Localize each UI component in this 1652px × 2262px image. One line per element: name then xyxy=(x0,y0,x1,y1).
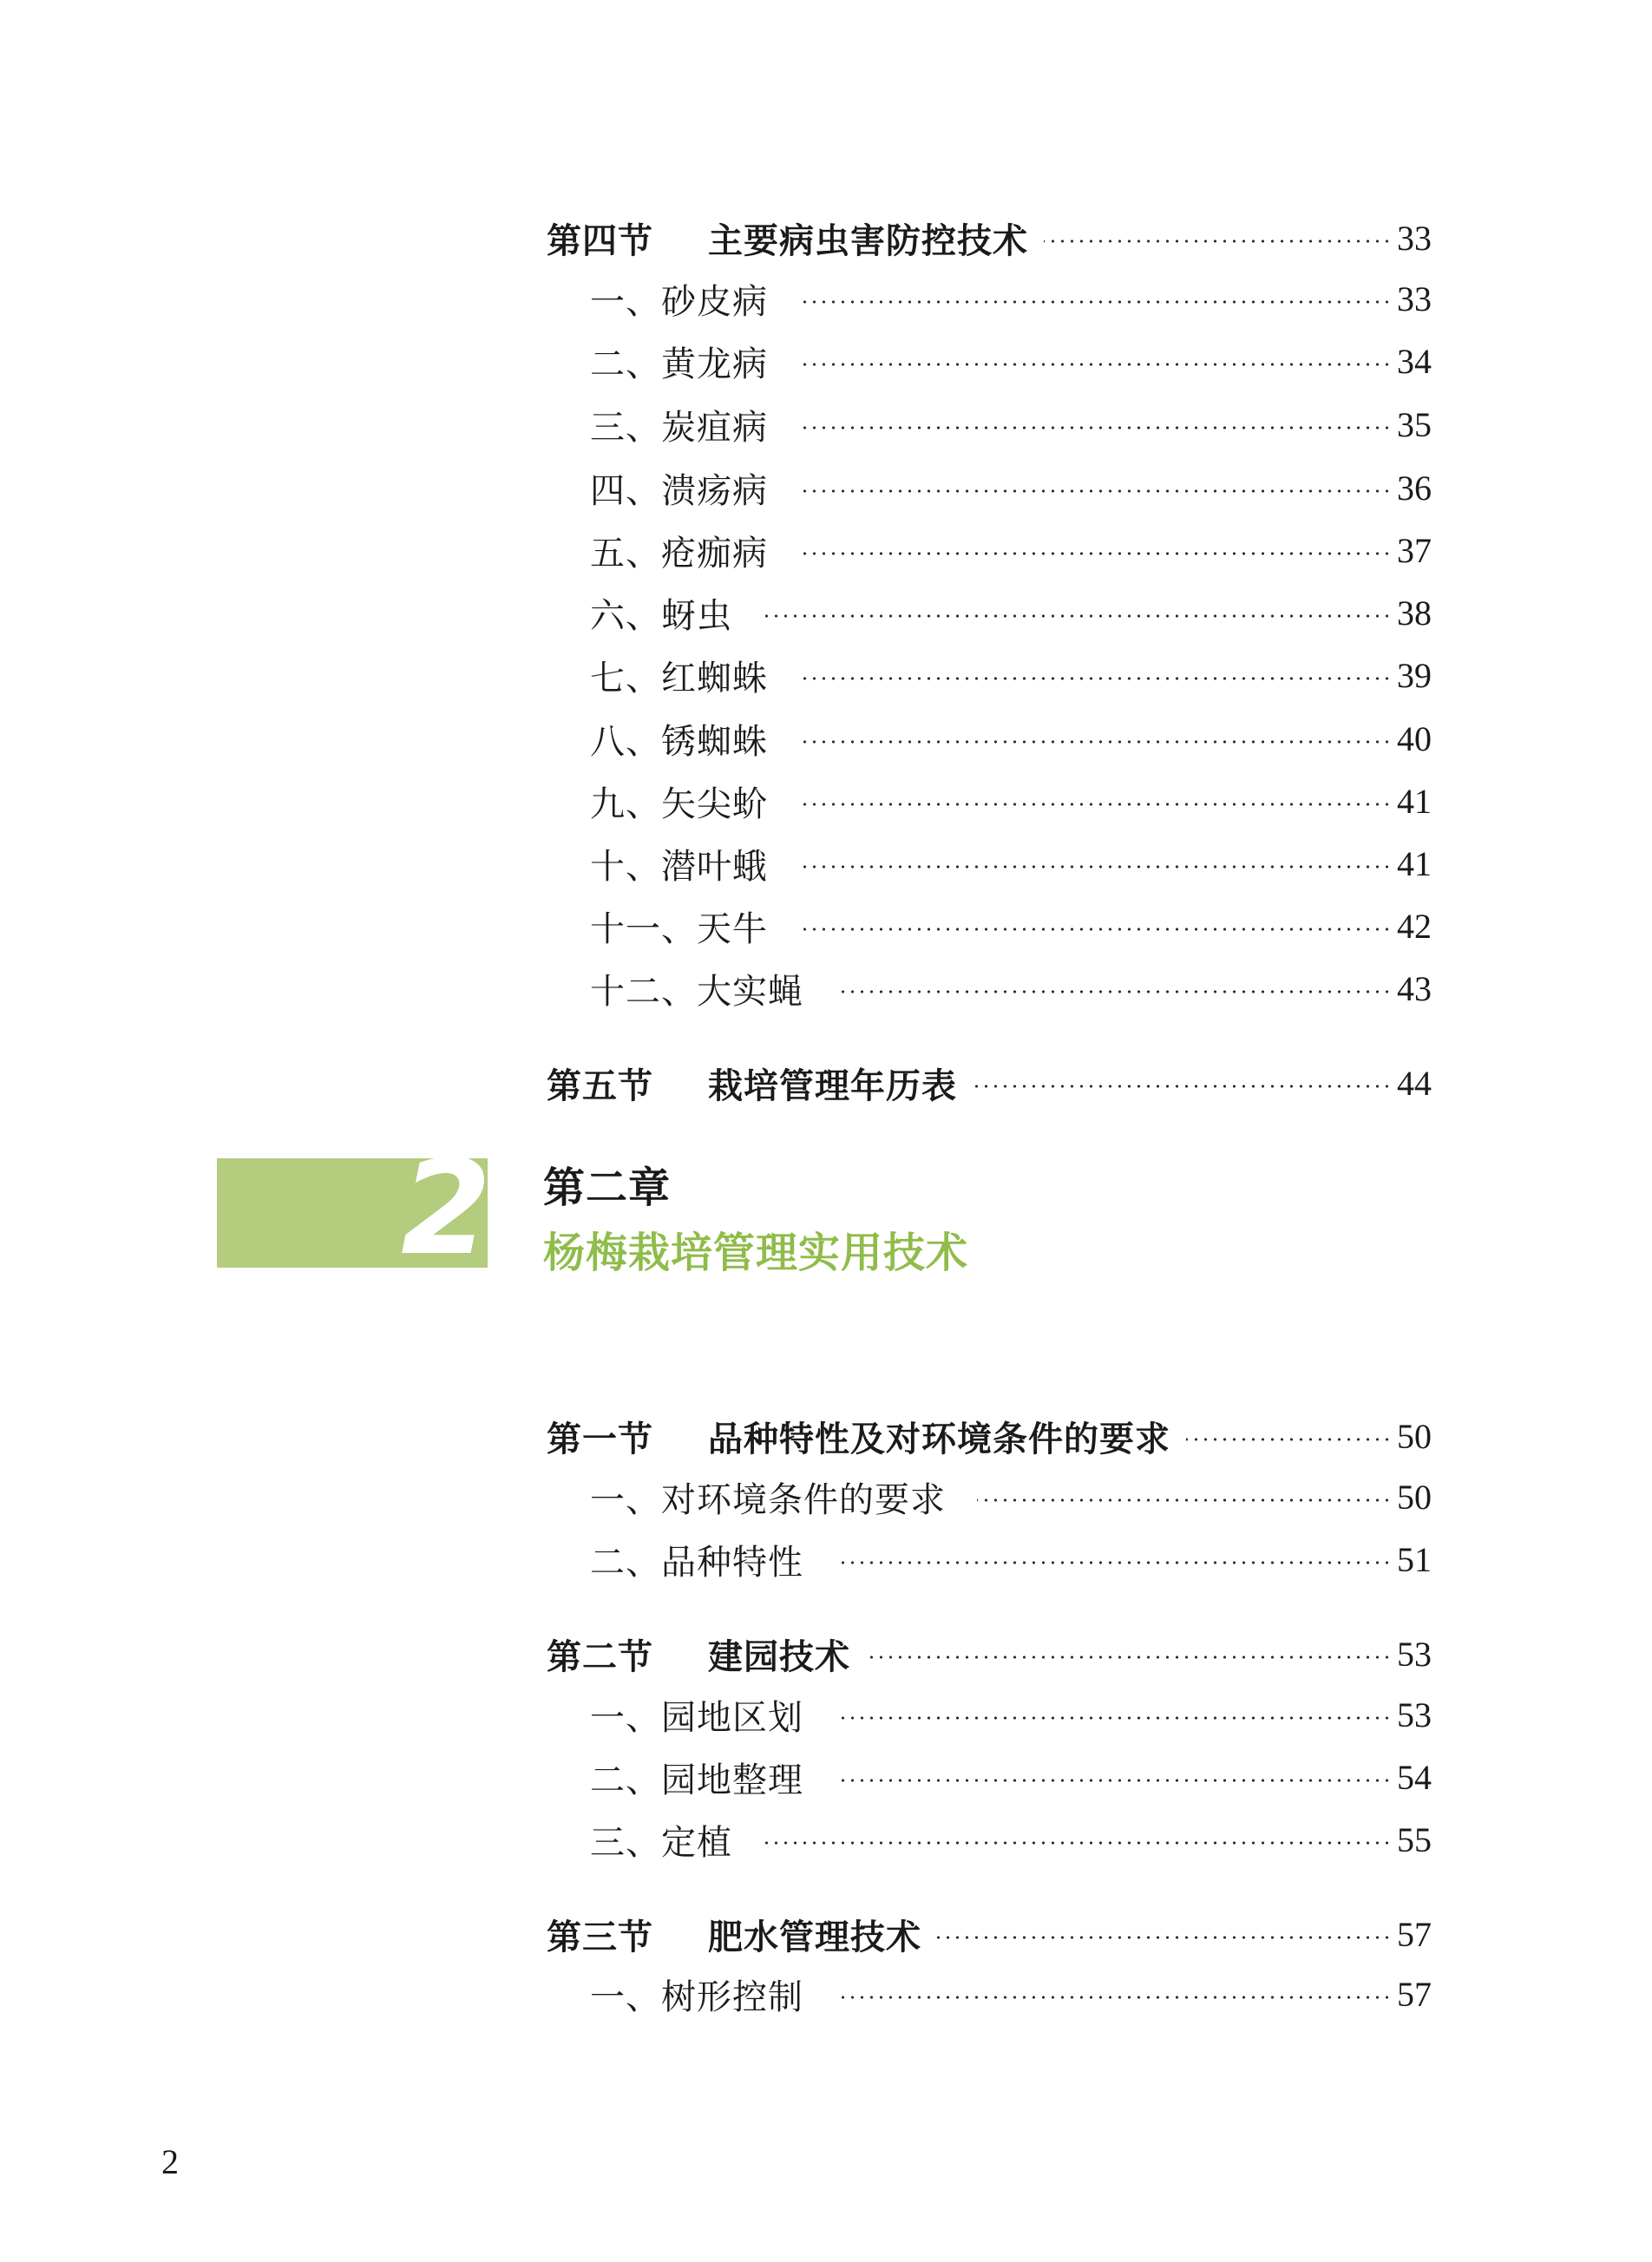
section-title: 品种特性及对环境条件的要求 xyxy=(708,1419,1170,1459)
dot-leader xyxy=(1044,239,1392,243)
dot-leader xyxy=(799,363,1392,366)
toc-section-row[interactable] xyxy=(547,213,1432,262)
toc-item-title: 三、炭疽病 xyxy=(590,407,768,448)
section-title: 建园技术 xyxy=(708,1636,850,1677)
page-ref: 41 xyxy=(1397,781,1432,821)
toc-item-row[interactable] xyxy=(590,400,1432,449)
chapter-title: 杨梅栽培管理实用技术 xyxy=(543,1229,969,1277)
toc-item-row[interactable] xyxy=(590,777,1432,825)
toc-item-title: 一、砂皮病 xyxy=(590,281,768,322)
toc-item-title: 五、疮痂病 xyxy=(590,533,768,574)
toc-item-title: 一、对环境条件的要求 xyxy=(590,1479,946,1520)
section-number: 第四节 xyxy=(547,220,653,261)
dot-leader xyxy=(799,300,1392,304)
toc-item-title: 十、潜叶蛾 xyxy=(590,846,768,887)
dot-leader xyxy=(799,928,1392,931)
toc-item-row[interactable] xyxy=(590,1535,1432,1583)
dot-leader xyxy=(835,1779,1392,1782)
toc-item-row[interactable] xyxy=(590,526,1432,574)
toc-item-row[interactable] xyxy=(590,1690,1432,1739)
toc-section-row[interactable] xyxy=(547,1629,1432,1678)
page-ref: 41 xyxy=(1397,843,1432,883)
toc-section-row[interactable] xyxy=(547,1910,1432,1958)
page-ref: 40 xyxy=(1397,718,1432,758)
toc-item-title: 二、园地整理 xyxy=(590,1760,803,1800)
page-ref: 53 xyxy=(1397,1695,1432,1734)
toc-item-row[interactable] xyxy=(590,651,1432,699)
chapter-number: 2 xyxy=(401,1133,492,1284)
toc-item-row[interactable] xyxy=(590,839,1432,888)
page-ref: 33 xyxy=(1397,218,1432,258)
dot-leader xyxy=(799,740,1392,744)
toc-item-title: 九、矢尖蚧 xyxy=(590,784,768,824)
page-ref: 36 xyxy=(1397,468,1432,508)
toc-section-row[interactable] xyxy=(547,1412,1432,1460)
dot-leader xyxy=(835,1996,1392,1999)
page-ref: 54 xyxy=(1397,1757,1432,1797)
toc-section-label xyxy=(547,213,1028,263)
dot-leader xyxy=(866,1656,1392,1659)
dot-leader xyxy=(799,865,1392,869)
page-number: 2 xyxy=(161,2142,179,2181)
dot-leader xyxy=(764,614,1392,618)
page-ref: 38 xyxy=(1397,593,1432,633)
toc-section-label xyxy=(547,1629,850,1679)
toc-item-title: 七、红蜘蛛 xyxy=(590,658,768,698)
dot-leader xyxy=(799,677,1392,680)
section-title: 肥水管理技术 xyxy=(708,1917,921,1957)
toc-item-row[interactable] xyxy=(590,1472,1432,1521)
toc-item-title: 六、蚜虫 xyxy=(590,595,732,636)
chapter-label: 第二章 xyxy=(543,1164,672,1212)
toc-item-row[interactable] xyxy=(590,902,1432,950)
toc-item-title: 十二、大实蝇 xyxy=(590,971,803,1012)
toc-section-row[interactable] xyxy=(547,1059,1432,1107)
page-ref: 39 xyxy=(1397,655,1432,695)
page-ref: 34 xyxy=(1397,341,1432,381)
page-ref: 51 xyxy=(1397,1539,1432,1579)
page-ref: 44 xyxy=(1397,1063,1432,1103)
dot-leader xyxy=(1186,1438,1392,1441)
section-number: 第五节 xyxy=(547,1065,653,1106)
toc-item-row[interactable] xyxy=(590,964,1432,1013)
dot-leader xyxy=(799,426,1392,429)
toc-item-row[interactable] xyxy=(590,1970,1432,2018)
page-ref: 43 xyxy=(1397,968,1432,1008)
toc-section-label xyxy=(547,1412,1170,1461)
section-number: 第二节 xyxy=(547,1636,653,1677)
toc-item-row[interactable] xyxy=(590,588,1432,637)
page-ref: 35 xyxy=(1397,404,1432,444)
section-number: 第三节 xyxy=(547,1917,653,1957)
toc-section-label xyxy=(547,1059,957,1108)
toc-item-title: 三、定植 xyxy=(590,1822,732,1863)
page-ref: 33 xyxy=(1397,279,1432,318)
toc-section-label xyxy=(547,1910,921,1959)
toc-item-row[interactable] xyxy=(590,1753,1432,1801)
dot-leader xyxy=(799,803,1392,806)
toc-item-row[interactable] xyxy=(590,463,1432,512)
dot-leader xyxy=(799,489,1392,493)
dot-leader xyxy=(764,1841,1392,1845)
toc-item-title: 一、园地区划 xyxy=(590,1697,803,1738)
page-ref: 42 xyxy=(1397,906,1432,946)
dot-leader xyxy=(835,1561,1392,1564)
toc-item-title: 四、溃疡病 xyxy=(590,470,768,511)
toc-item-row[interactable] xyxy=(590,274,1432,323)
toc-item-title: 一、树形控制 xyxy=(590,1977,803,2017)
dot-leader xyxy=(977,1498,1392,1502)
dot-leader xyxy=(835,990,1392,993)
toc-item-row[interactable] xyxy=(590,337,1432,385)
section-number: 第一节 xyxy=(547,1419,653,1459)
dot-leader xyxy=(799,552,1392,555)
dot-leader xyxy=(973,1085,1392,1088)
dot-leader xyxy=(937,1936,1392,1939)
toc-item-row[interactable] xyxy=(590,714,1432,763)
page-ref: 57 xyxy=(1397,1974,1432,2014)
toc-item-title: 二、黄龙病 xyxy=(590,344,768,384)
page-ref: 57 xyxy=(1397,1914,1432,1954)
page-ref: 37 xyxy=(1397,530,1432,570)
dot-leader xyxy=(835,1716,1392,1720)
toc-item-title: 二、品种特性 xyxy=(590,1542,803,1583)
section-title: 栽培管理年历表 xyxy=(708,1065,957,1106)
page-ref: 55 xyxy=(1397,1819,1432,1859)
page-ref: 53 xyxy=(1397,1634,1432,1674)
page-ref: 50 xyxy=(1397,1477,1432,1517)
toc-item-title: 十一、天牛 xyxy=(590,908,768,949)
toc-item-title: 八、锈蜘蛛 xyxy=(590,721,768,762)
toc-item-row[interactable] xyxy=(590,1815,1432,1864)
section-title: 主要病虫害防控技术 xyxy=(708,220,1028,261)
page-ref: 50 xyxy=(1397,1416,1432,1456)
